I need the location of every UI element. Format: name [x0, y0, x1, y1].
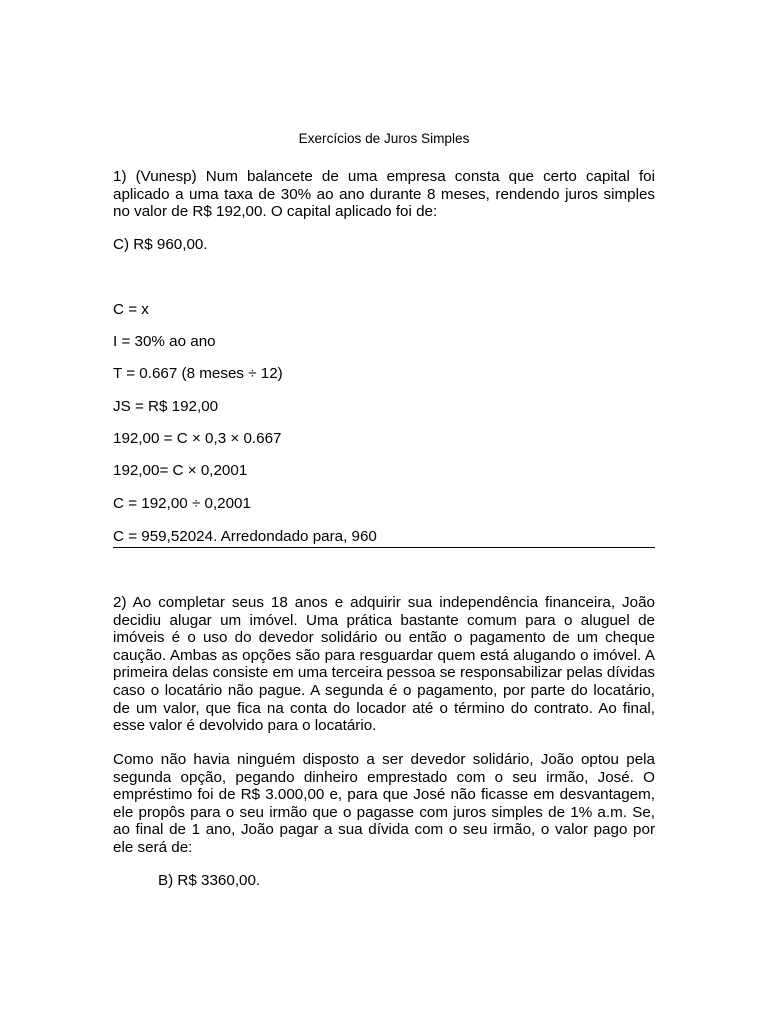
q1-step-6: 192,00= C × 0,2001 [113, 462, 248, 479]
question-2-paragraph-1: 2) Ao completar seus 18 anos e adquirir sua independência financeira, João decidiu alugar um imóvel. Uma prática bastante comum para o aluguel de imóveis é o uso do devedor solidário ou então o pagamento de um cheque caução. Ambas as opções são para resguardar quem está alugando o imóvel. A primeira delas consiste em uma terceira pessoa se responsabilizar pelas dívidas caso o locatário não pague. A segunda é o pagamento, por parte do locatário, de um valor, que fica na conta do locador até o término do contrato. Ao final, esse valor é devolvido para o locatário. [113, 594, 655, 735]
q1-step-8: C = 959,52024. Arredondado para, 960 [113, 528, 377, 545]
question-1-statement: 1) (Vunesp) Num balancete de uma empresa consta que certo capital foi aplicado a uma taxa de 30% ao ano durante 8 meses, rendendo juros simples no valor de R$ 192,00. O capital aplicado foi de: [113, 168, 655, 221]
document-title: Exercícios de Juros Simples [298, 131, 470, 146]
question-1-answer: C) R$ 960,00. [113, 236, 208, 253]
question-2-paragraph-2: Como não havia ninguém disposto a ser devedor solidário, João optou pela segunda opção, pegando dinheiro emprestado com o seu irmão, José. O empréstimo foi de R$ 3.000,00 e, para que José não ficasse em desvantagem, ele propôs para o seu irmão que o pagasse com juros simples de 1% a.m. Se, ao final de 1 ano, João pagar a sua dívida com o seu irmão, o valor pago por ele será de: [113, 751, 655, 856]
q1-step-7: C = 192,00 ÷ 0,2001 [113, 495, 251, 512]
q1-step-4: JS = R$ 192,00 [113, 398, 219, 415]
q1-step-5: 192,00 = C × 0,3 × 0.667 [113, 430, 282, 447]
section-divider [113, 547, 655, 548]
question-2-answer: B) R$ 3360,00. [158, 872, 261, 889]
q1-step-1: C = x [113, 301, 149, 318]
q1-step-2: I = 30% ao ano [113, 333, 216, 350]
q1-step-3: T = 0.667 (8 meses ÷ 12) [113, 365, 283, 382]
